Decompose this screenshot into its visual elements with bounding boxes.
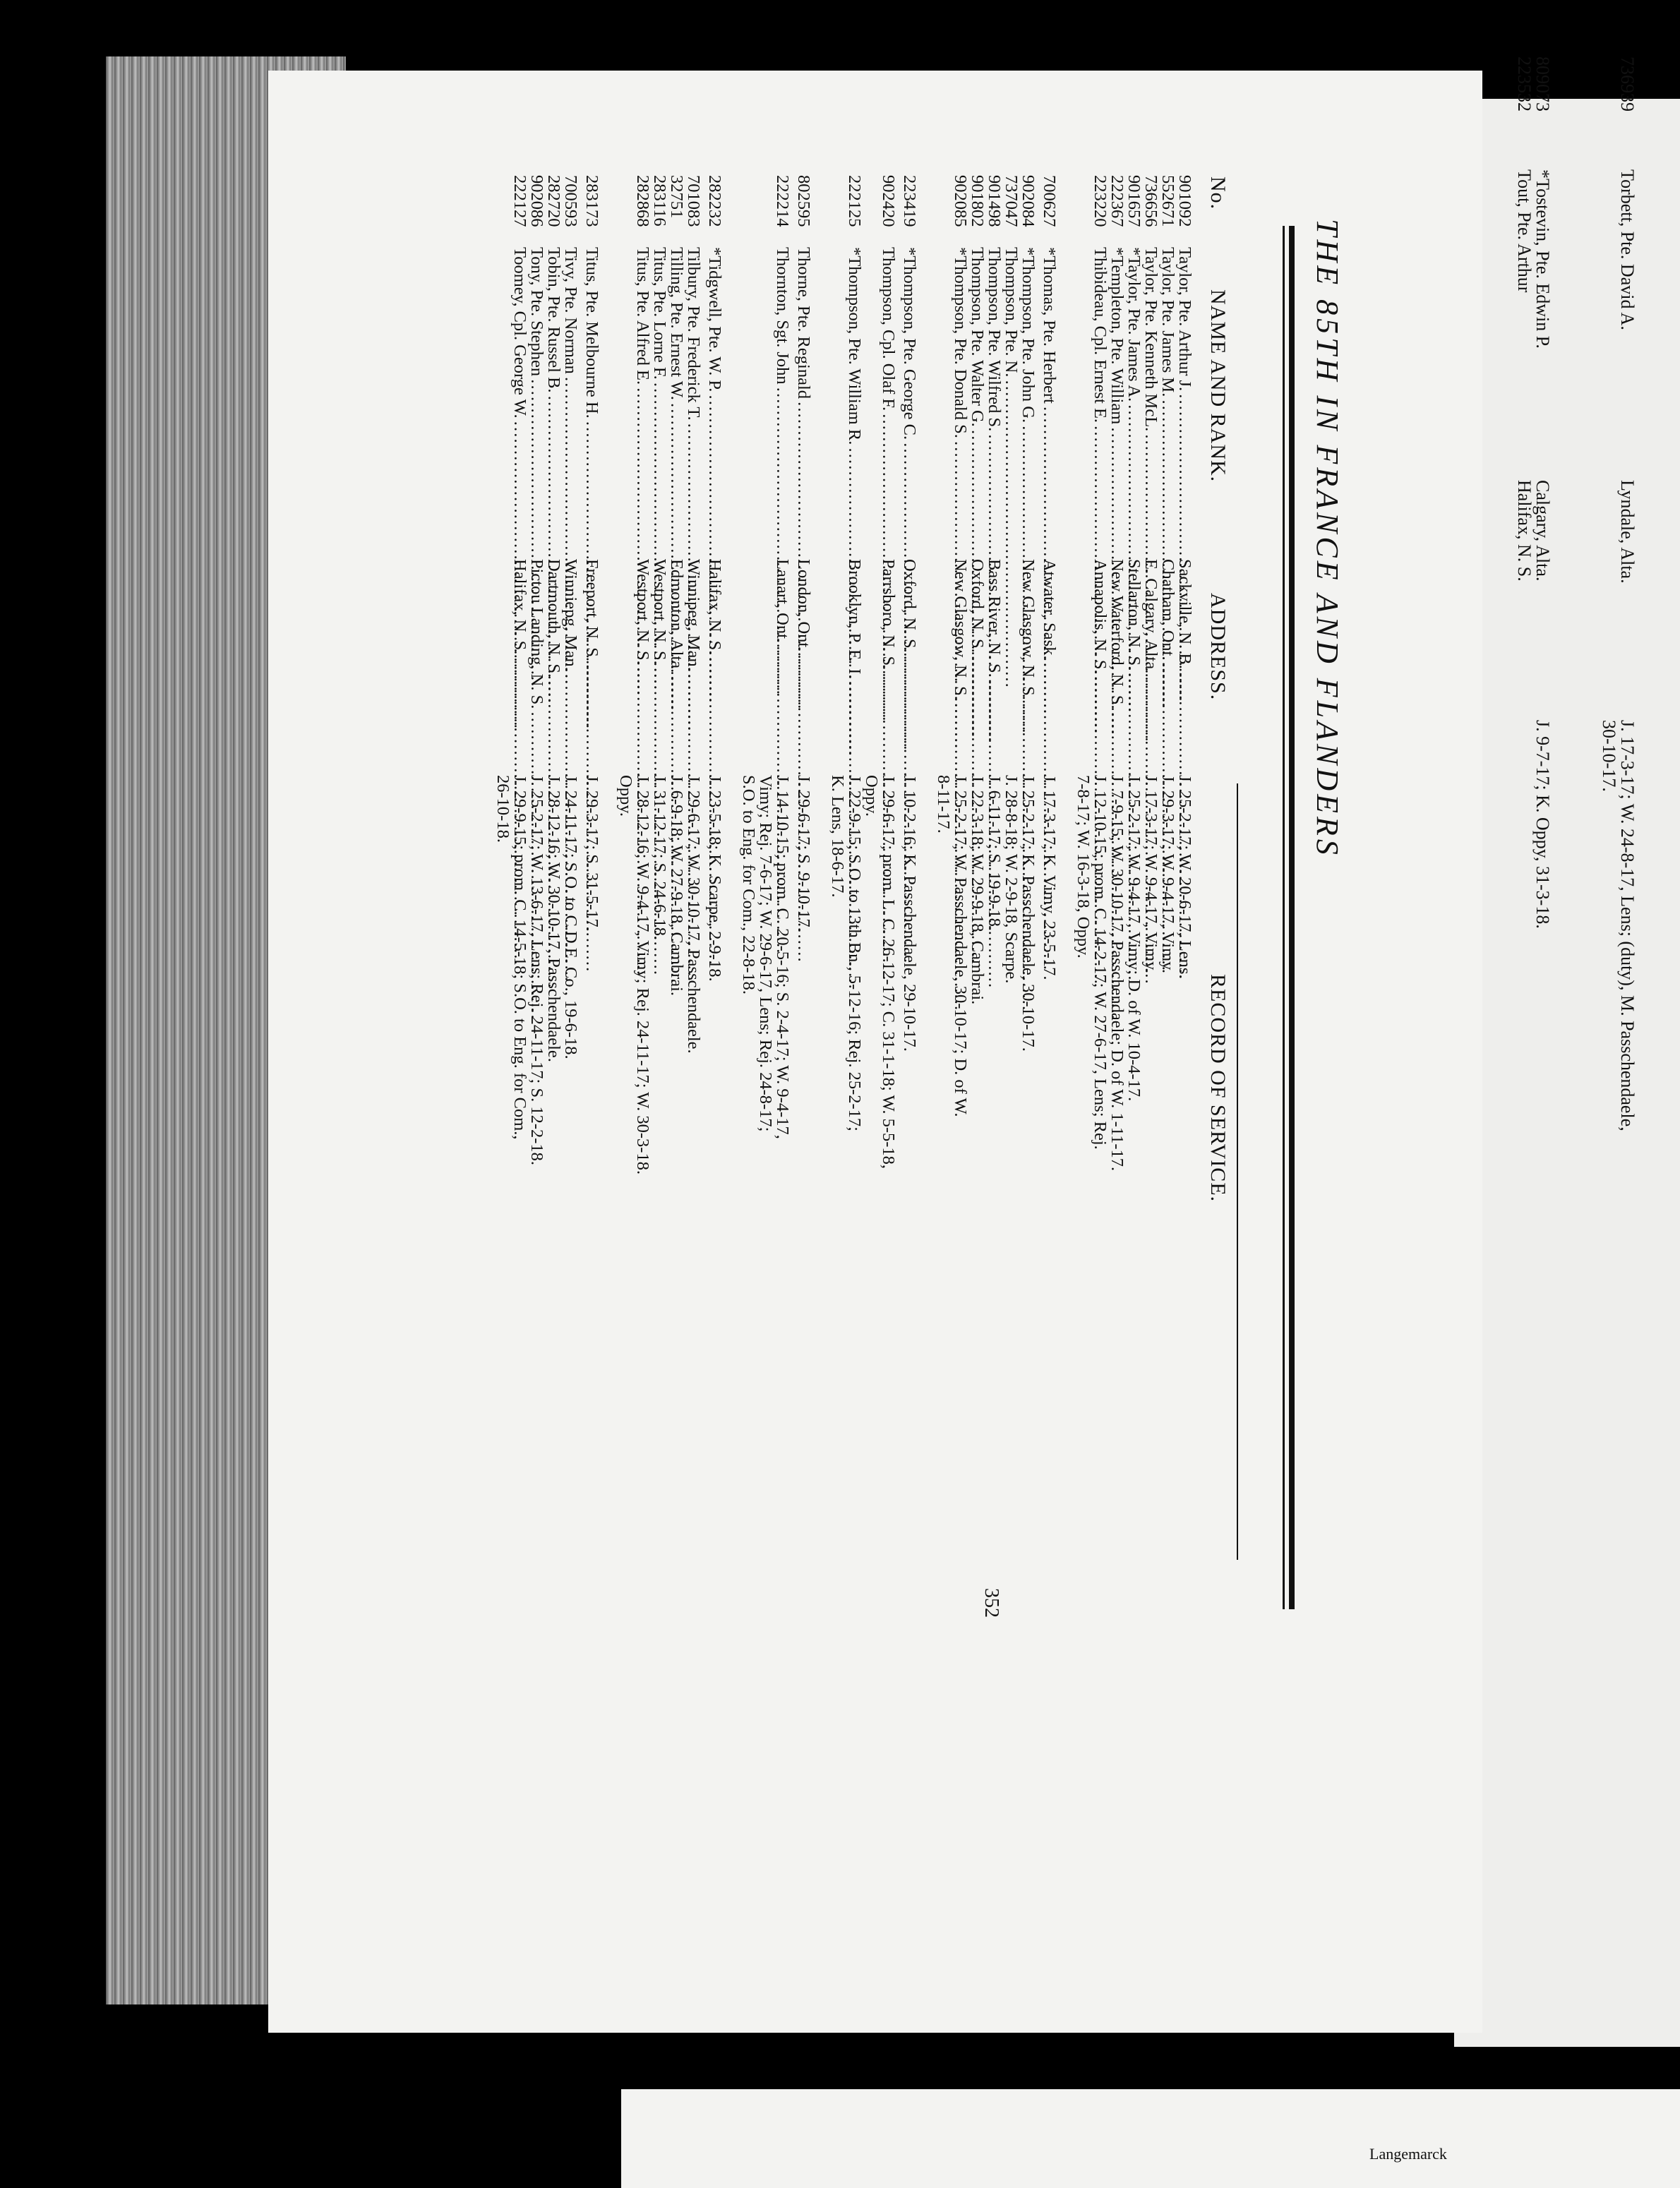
- name-rank-cell: *Thomas, Pte. Herbert . . .: [1040, 247, 1057, 549]
- service-record-cell: J. 25-2-17; W. 9-4-17, Vimy; D. of W. 10-4-17.: [1124, 775, 1144, 1102]
- name-rank-cell: Tivy, Pte. Norman . . .: [562, 247, 579, 549]
- service-number-cell: 700627: [1040, 175, 1059, 227]
- address-cell: Halifax, N. S. . . .: [706, 559, 723, 778]
- service-number-cell: 736656: [1141, 175, 1160, 227]
- table-row: [579, 175, 601, 1623]
- service-number-cell: 222125: [845, 175, 864, 227]
- service-record-cell: J. 17-3-17; K. Vimy, 23-5-17.: [1040, 775, 1059, 980]
- name-rank-cell: Taylor, Pte. James M. . . .: [1159, 247, 1176, 549]
- facing-record-cell: J. 17-3-17; W. 24-8-17, Lens; (duty), M. Passchendaele,: [1617, 720, 1638, 1131]
- address-cell: New Glasgow, N. S. . . .: [952, 559, 968, 778]
- service-number-cell: 222367: [1108, 175, 1127, 227]
- table-row: [1124, 175, 1144, 1623]
- service-record-cell: J. 6-11-17; S. 19-9-18.: [985, 775, 1004, 931]
- table-row: [896, 175, 919, 1623]
- running-head-text: THE 85TH IN FRANCE AND FLANDERS: [1310, 219, 1345, 858]
- service-record-cell: J. 25-2-17; W. 13-6-17, Lens; Rej. 24-11-17; S. 12-2-18.: [527, 775, 546, 1166]
- header-rule-thick: [1289, 226, 1295, 1609]
- table-row: [684, 175, 703, 1623]
- service-number-cell: 222127: [510, 175, 529, 227]
- name-rank-cell: Taylor, Pte. Arthur J. . . .: [1176, 247, 1193, 549]
- service-record-cell: J. 29-3-17; S. 31-5-17.: [582, 775, 601, 932]
- service-record-cell: J. 29-9-15; prom. C. 14-5-18; S.O. to Eng. for Com.,: [510, 775, 529, 1140]
- name-rank-cell: *Templeton, Pte. William . . .: [1108, 247, 1125, 549]
- service-number-cell: 901498: [985, 175, 1004, 227]
- service-record-cell: J. 25-2-17; K. Passchendaele, 30-10-17.: [1019, 775, 1038, 1052]
- service-record-cell: 8-11-17.: [934, 775, 953, 834]
- table-row: [829, 268, 846, 1623]
- service-record-cell: J. 22-9-15; S.O. to 13th Bn., 5-12-16; Rej. 25-2-17;: [845, 775, 864, 1131]
- service-record-cell: J. 14-10-15; prom. C. 20-5-16; S. 2-4-17; W. 9-4-17,: [773, 775, 792, 1139]
- address-cell: Bass River, N. S. . . .: [985, 559, 1002, 778]
- address-cell: Atwater, Sask. . . .: [1040, 559, 1057, 778]
- service-number-cell: 282232: [705, 175, 724, 227]
- name-rank-cell: *Thompson, Pte. William R. . . .: [846, 247, 863, 549]
- service-record-cell: J. 28-12-16; W. 30-10-17, Passchendaele.: [544, 775, 563, 1062]
- facing-address-cell: Halifax, N. S.: [1514, 480, 1535, 582]
- header-rule-thin: [1283, 226, 1285, 1609]
- service-record-cell: J. 23-5-18; K. Scarpe, 2-9-18.: [705, 775, 724, 982]
- column-header-name: NAME AND RANK.: [1206, 289, 1230, 483]
- address-cell: Westport, N. S. . . .: [634, 559, 651, 778]
- service-record-cell: 7-8-17; W. 16-3-18, Oppy.: [1074, 775, 1093, 958]
- name-rank-cell: *Tidgwell, Pte. W. P. . . .: [706, 247, 723, 549]
- service-record-cell: J. 25-2-17; W. Passchendaele, 30-10-17; D. of W.: [951, 775, 970, 1117]
- table-row: [561, 175, 580, 1623]
- service-number-cell: 901802: [968, 175, 987, 227]
- table-row: [1074, 268, 1091, 1623]
- table-row: [617, 268, 634, 1623]
- service-record-cell: J. 7-9-15; W. 30-10-17, Passchendaele; D. of W. 1-11-17.: [1108, 775, 1127, 1172]
- service-record-cell: K. Lens, 18-6-17.: [828, 775, 847, 898]
- name-rank-cell: Toomey, Cpl. George W. . . .: [511, 247, 528, 549]
- facing-name-cell: *Tostevin, Pte. Edwin P.: [1532, 169, 1553, 349]
- address-cell: Winnipeg, Man. . . .: [685, 559, 702, 778]
- rotated-roster-page: [493, 175, 1355, 1623]
- table-row: [985, 175, 1004, 1623]
- name-rank-cell: *Thompson, Pte. Donald S. . . .: [952, 247, 968, 549]
- name-rank-cell: Tony, Pte. Stephen . . .: [528, 247, 545, 549]
- name-rank-cell: Thibideau, Cpl. Ernest E. . . .: [1091, 247, 1108, 549]
- service-number-cell: 32751: [667, 175, 686, 219]
- service-number-cell: 282720: [544, 175, 563, 227]
- address-cell: Brooklyn, P. E. I. . . .: [846, 559, 863, 778]
- service-number-cell: 222214: [773, 175, 792, 227]
- facing-no-cell: 736939: [1617, 56, 1638, 112]
- service-number-cell: 552671: [1158, 175, 1177, 227]
- facing-record-cell: J. 9-7-17; K. Oppy, 31-3-18.: [1532, 720, 1553, 929]
- service-number-cell: 283173: [582, 175, 601, 227]
- address-cell: Parrsboro, N. S. . . .: [880, 559, 896, 778]
- service-record-cell: 26-10-18.: [493, 775, 512, 843]
- address-cell: Dartmouth, N. S. . . .: [545, 559, 562, 778]
- service-number-cell: 802595: [794, 175, 813, 227]
- service-number-cell: 737047: [1002, 175, 1021, 227]
- table-row: [1108, 175, 1127, 1623]
- facing-name-cell: Tout, Pte. Arthur: [1514, 169, 1535, 293]
- table-row: [1091, 175, 1110, 1623]
- roster-table: [493, 175, 1194, 1623]
- facing-no-cell: 809073: [1532, 56, 1553, 112]
- address-cell: New Waterford, N. S. . . .: [1108, 559, 1125, 778]
- service-number-cell: 902085: [951, 175, 970, 227]
- address-cell: Freeport, N. S. . . .: [583, 559, 600, 778]
- facing-no-cell: 223532: [1514, 56, 1535, 112]
- table-row: [757, 268, 774, 1623]
- address-cell: Halifax, N. S. . . .: [511, 559, 528, 778]
- name-rank-cell: *Thompson, Pte. George C. . . .: [901, 247, 918, 549]
- address-cell: London, Ont. . . .: [795, 559, 812, 778]
- name-rank-cell: Tilbury, Pte. Frederick T. . . .: [685, 247, 702, 549]
- table-row: [702, 175, 724, 1623]
- name-rank-cell: *Thompson, Pte. John G. . . .: [1019, 247, 1036, 549]
- table-row: [650, 175, 669, 1623]
- service-record-cell: J. 10-2-16; K. Passchendaele, 29-10-17.: [900, 775, 919, 1052]
- service-record-cell: J. 22-3-18; W. 29-9-18, Cambrai.: [968, 775, 987, 1005]
- service-record-cell: J. 6-9-18; W. 27-9-18, Cambrai.: [667, 775, 686, 997]
- name-rank-cell: Tobin, Pte. Russel B. . . .: [545, 247, 562, 549]
- table-row: [1002, 175, 1021, 1623]
- service-record-cell: J. 28-12-16; W. 9-4-17, Vimy; Rej. 24-11-17; W. 30-3-18.: [633, 775, 652, 1175]
- address-cell: Oxford, N. S. . . .: [968, 559, 985, 778]
- name-rank-cell: Titus, Pte. Lorne F. . . .: [651, 247, 668, 549]
- service-number-cell: 223220: [1091, 175, 1110, 227]
- service-number-cell: 283116: [650, 175, 669, 227]
- name-rank-cell: Titus, Pte. Melbourne H. . . .: [583, 247, 600, 549]
- address-cell: Sackville, N. B. . . .: [1176, 559, 1193, 778]
- name-rank-cell: Thompson, Pte. Wilfred S. . . .: [985, 247, 1002, 549]
- name-rank-cell: Titus, Pte. Alfred E. . . .: [634, 247, 651, 549]
- facing-name-cell: Torbett, Pte. David A.: [1617, 169, 1638, 330]
- address-cell: Annapolis, N. S. . . .: [1091, 559, 1108, 778]
- service-record-cell: J. 29-6-17; prom. L. C. 26-12-17; C. 31-1-18; W. 5-5-18,: [879, 775, 898, 1170]
- map-fragment: [621, 2089, 1680, 2188]
- table-row: [968, 175, 987, 1623]
- facing-page-fragment: [1426, 56, 1638, 1468]
- name-rank-cell: Taylor, Pte. Kenneth McL. . . .: [1142, 247, 1159, 549]
- facing-address-cell: Lyndale, Alta.: [1617, 480, 1638, 584]
- table-row: [845, 175, 864, 1623]
- table-row: [1141, 175, 1160, 1623]
- service-number-cell: 902086: [527, 175, 546, 227]
- facing-address-cell: Calgary, Alta.: [1532, 480, 1553, 582]
- map-label: Langemarck: [1369, 2145, 1447, 2163]
- record-header-rule: [1237, 783, 1238, 1560]
- table-row: [527, 175, 546, 1623]
- address-cell: Stellarton, N. S. . . .: [1125, 559, 1142, 778]
- service-number-cell: 901092: [1175, 175, 1194, 227]
- address-cell: Lanart, Ont. . . .: [774, 559, 791, 778]
- name-rank-cell: Thorne, Pte. Reginald . . .: [795, 247, 812, 549]
- table-row: [494, 268, 511, 1623]
- service-record-cell: J. 28-8-18; W. 2-9-18, Scarpe.: [1002, 775, 1021, 984]
- address-cell: Oxford, N. S. . . .: [901, 559, 918, 778]
- service-number-cell: 700593: [561, 175, 580, 227]
- address-cell: Westport, N. S. . . .: [651, 559, 668, 778]
- table-row: [633, 175, 652, 1623]
- name-rank-cell: Thornton, Sgt. John . . .: [774, 247, 791, 549]
- column-header-no: No.: [1206, 176, 1230, 210]
- service-record-cell: J. 29-3-17; W. 9-4-17, Vimy.: [1158, 775, 1177, 973]
- address-cell: E. Calgary, Alta. . . .: [1142, 559, 1159, 778]
- address-cell: Pictou Landing, N. S. . . .: [528, 559, 545, 778]
- table-row: [544, 175, 563, 1623]
- table-row: [740, 268, 757, 1623]
- column-header-record: RECORD OF SERVICE.: [1206, 974, 1230, 1203]
- name-rank-cell: Thompson, Pte. Walter G. . . .: [968, 247, 985, 549]
- service-record-cell: J. 12-10-15; prom. C. 14-2-17; W. 27-6-17, Lens; Rej.: [1091, 775, 1110, 1150]
- table-row: [935, 268, 952, 1623]
- table-row: [879, 175, 898, 1623]
- service-record-cell: Vimy; Rej. 7-6-17; W. 29-6-17, Lens; Rej. 24-8-17;: [756, 775, 775, 1132]
- column-header-address: ADDRESS.: [1206, 593, 1230, 701]
- service-record-cell: Oppy.: [862, 775, 881, 817]
- name-rank-cell: Thompson, Cpl. Olaf F. . . .: [880, 247, 896, 549]
- name-rank-cell: *Taylor, Pte. James A. . . .: [1125, 247, 1142, 549]
- service-number-cell: 223419: [900, 175, 919, 227]
- table-row: [1036, 175, 1059, 1623]
- service-record-cell: J. 29-6-17; S. 9-10-17.: [794, 775, 813, 932]
- page-number: 352: [980, 1588, 1002, 1618]
- table-row: [863, 268, 880, 1623]
- address-cell: Chatham, Ont. . . .: [1159, 559, 1176, 778]
- address-cell: Edmonton, Alta. . . .: [668, 559, 685, 778]
- address-cell: New Glasgow, N. S. . . .: [1019, 559, 1036, 778]
- service-record-cell: S.O. to Eng. for Com., 22-8-18.: [739, 775, 758, 994]
- table-row: [1019, 175, 1038, 1623]
- table-row: [773, 175, 792, 1623]
- service-number-cell: 901657: [1124, 175, 1144, 227]
- table-row: [791, 175, 813, 1623]
- service-number-cell: 902084: [1019, 175, 1038, 227]
- address-cell: Winniepg, Man. . . .: [562, 559, 579, 778]
- service-record-cell: J. 24-11-17; S.O. to C.D.E. Co., 19-6-18.: [561, 775, 580, 1059]
- table-row: [667, 175, 686, 1623]
- service-number-cell: 282868: [633, 175, 652, 227]
- service-number-cell: 701083: [684, 175, 703, 227]
- service-record-cell: J. 17-3-17; W. 9-4-17, Vimy.: [1141, 775, 1160, 973]
- name-rank-cell: Thompson, Pte. N. . . .: [1002, 247, 1019, 549]
- service-record-cell: Oppy.: [616, 775, 635, 817]
- name-rank-cell: Tilling, Pte. Ernest W. . . .: [668, 247, 685, 549]
- service-record-cell: J. 29-6-17; W. 30-10-17, Passchendaele.: [684, 775, 703, 1054]
- table-row: [510, 175, 529, 1623]
- service-number-cell: 902420: [879, 175, 898, 227]
- table-row: [1158, 175, 1177, 1623]
- facing-record-cell: 30-10-17.: [1599, 720, 1619, 792]
- service-record-cell: J. 25-2-17; W. 20-6-17, Lens.: [1175, 775, 1194, 979]
- table-row: [1175, 175, 1194, 1623]
- service-record-cell: J. 31-12-17; S. 24-6-18.: [650, 775, 669, 941]
- table-row: [951, 175, 970, 1623]
